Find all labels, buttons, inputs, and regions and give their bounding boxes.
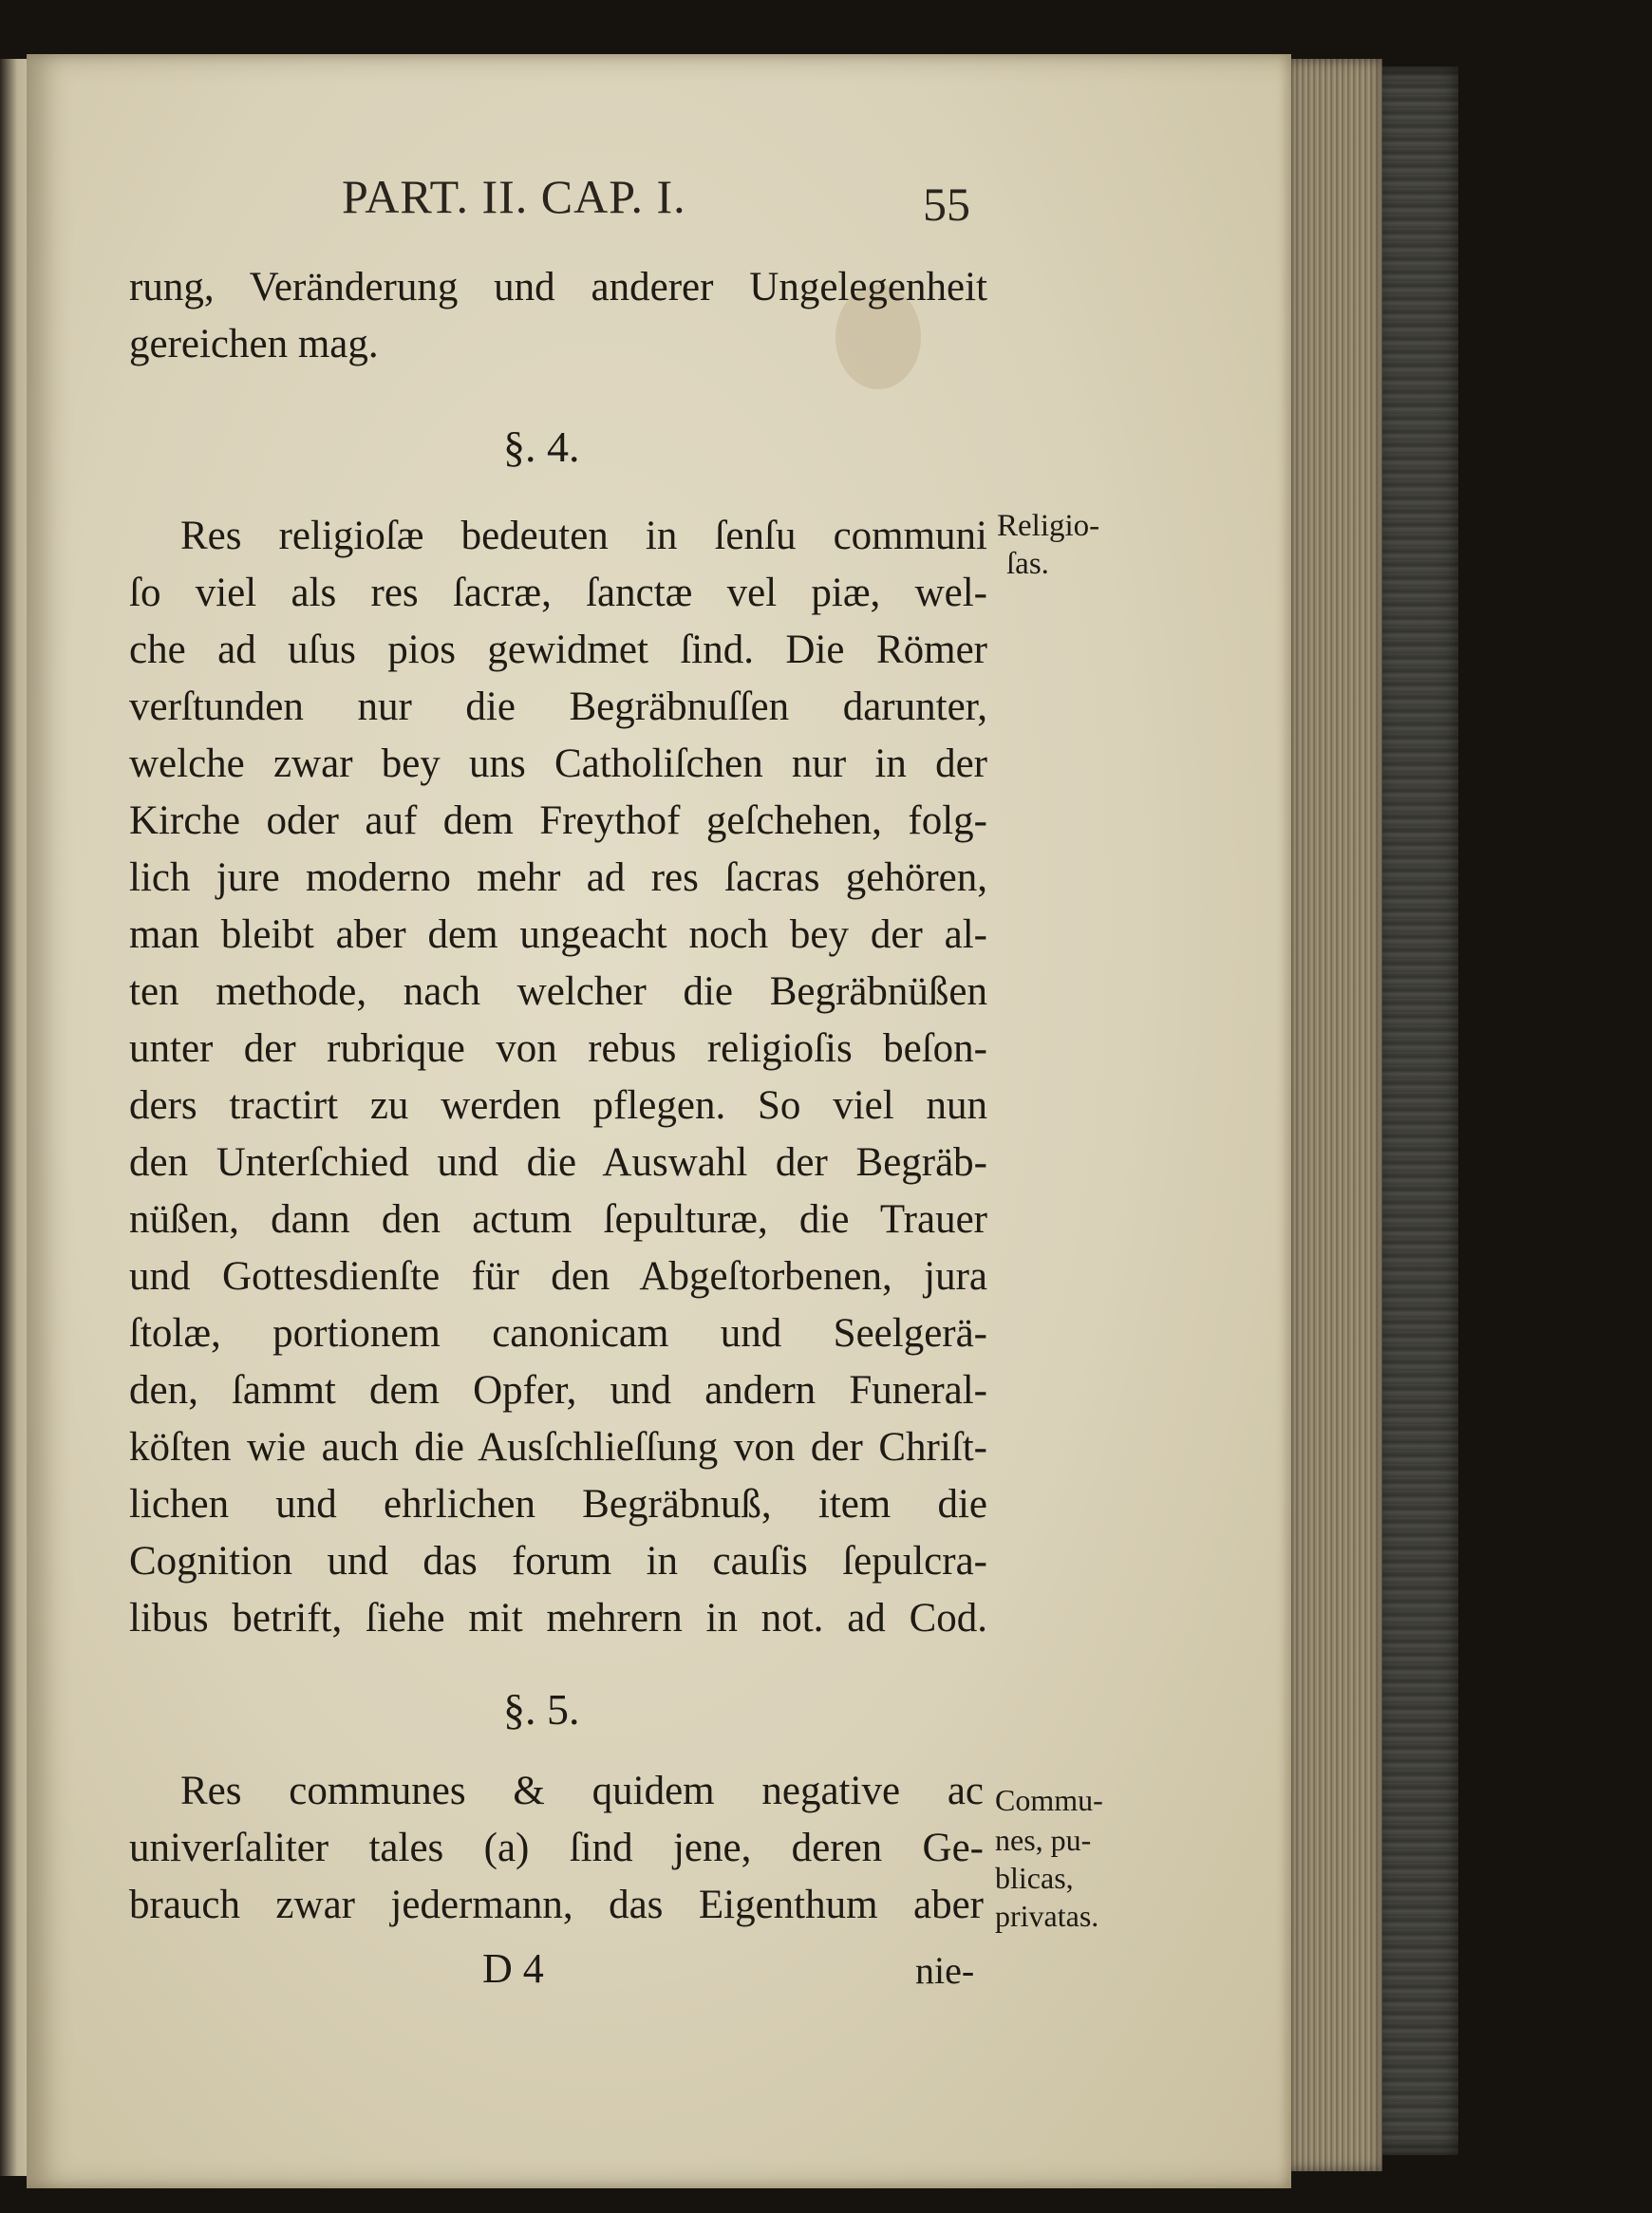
text-line: libus betrift, ſiehe mit mehrern in not. ad Cod. bbox=[129, 1596, 987, 1641]
text-line: Res communes & quidem negative ac bbox=[180, 1769, 984, 1813]
text-line: che ad uſus pios gewidmet ſind. Die Römer bbox=[129, 628, 987, 672]
margin-note-line: Religio- bbox=[997, 509, 1100, 543]
text-line: unter der rubrique von rebus religioſis beſon- bbox=[129, 1026, 987, 1071]
text-line: köſten wie auch die Ausſchlieſſung von der Chriſt- bbox=[129, 1425, 987, 1470]
text-line: rung, Veränderung und anderer Ungelegenheit bbox=[129, 265, 987, 309]
running-header: PART. II. CAP. I. bbox=[342, 170, 686, 223]
text-line: verſtunden nur die Begräbnuſſen darunter, bbox=[129, 685, 987, 729]
text-line: univerſaliter tales (a) ſind jene, deren Ge- bbox=[129, 1826, 984, 1870]
text-line: lich jure moderno mehr ad res ſacras gehören, bbox=[129, 855, 987, 900]
margin-note-line: nes, pu- bbox=[995, 1823, 1092, 1857]
text-line: ſo viel als res ſacræ, ſanctæ vel piæ, wel- bbox=[129, 571, 987, 615]
text-line: Kirche oder auf dem Freythof geſchehen, folg- bbox=[129, 798, 987, 843]
text-line: lichen und ehrlichen Begräbnuß, item die bbox=[129, 1482, 987, 1527]
text-line: Cognition und das forum in cauſis ſepulcra- bbox=[129, 1539, 987, 1584]
text-line: Res religioſæ bedeuten in ſenſu communi bbox=[180, 514, 987, 558]
text-line: man bleibt aber dem ungeacht noch bey der al- bbox=[129, 912, 987, 957]
text-line: den, ſammt dem Opfer, und andern Funeral- bbox=[129, 1368, 987, 1413]
catchword: nie- bbox=[915, 1949, 975, 1992]
text-line: nüßen, dann den actum ſepulturæ, die Trauer bbox=[129, 1197, 987, 1242]
text-line: ders tractirt zu werden pflegen. So viel nun bbox=[129, 1083, 987, 1128]
text-line: ten methode, nach welcher die Begräbnüßen bbox=[129, 969, 987, 1014]
page-edges bbox=[1287, 59, 1382, 2171]
text-line: und Gottesdienſte für den Abgeſtorbenen, jura bbox=[129, 1254, 987, 1299]
signature-mark: D 4 bbox=[482, 1945, 544, 1992]
page-number: 55 bbox=[923, 178, 970, 231]
text-line: brauch zwar jedermann, das Eigenthum aber bbox=[129, 1883, 984, 1927]
text-line: welche zwar bey uns Catholiſchen nur in der bbox=[129, 741, 987, 786]
section-heading-5: §. 5. bbox=[503, 1685, 580, 1734]
margin-note-line: privatas. bbox=[995, 1899, 1099, 1933]
section-heading-4: §. 4. bbox=[503, 422, 580, 471]
text-line: gereichen mag. bbox=[129, 322, 379, 366]
text-line: ſtolæ, portionem canonicam und Seelgerä- bbox=[129, 1311, 987, 1356]
book-cover-edge bbox=[1375, 66, 1458, 2155]
margin-note-line: ſas. bbox=[1006, 547, 1049, 581]
margin-note-line: Commu- bbox=[995, 1783, 1103, 1817]
margin-note-line: blicas, bbox=[995, 1861, 1074, 1895]
text-line: den Unterſchied und die Auswahl der Begräb- bbox=[129, 1140, 987, 1185]
